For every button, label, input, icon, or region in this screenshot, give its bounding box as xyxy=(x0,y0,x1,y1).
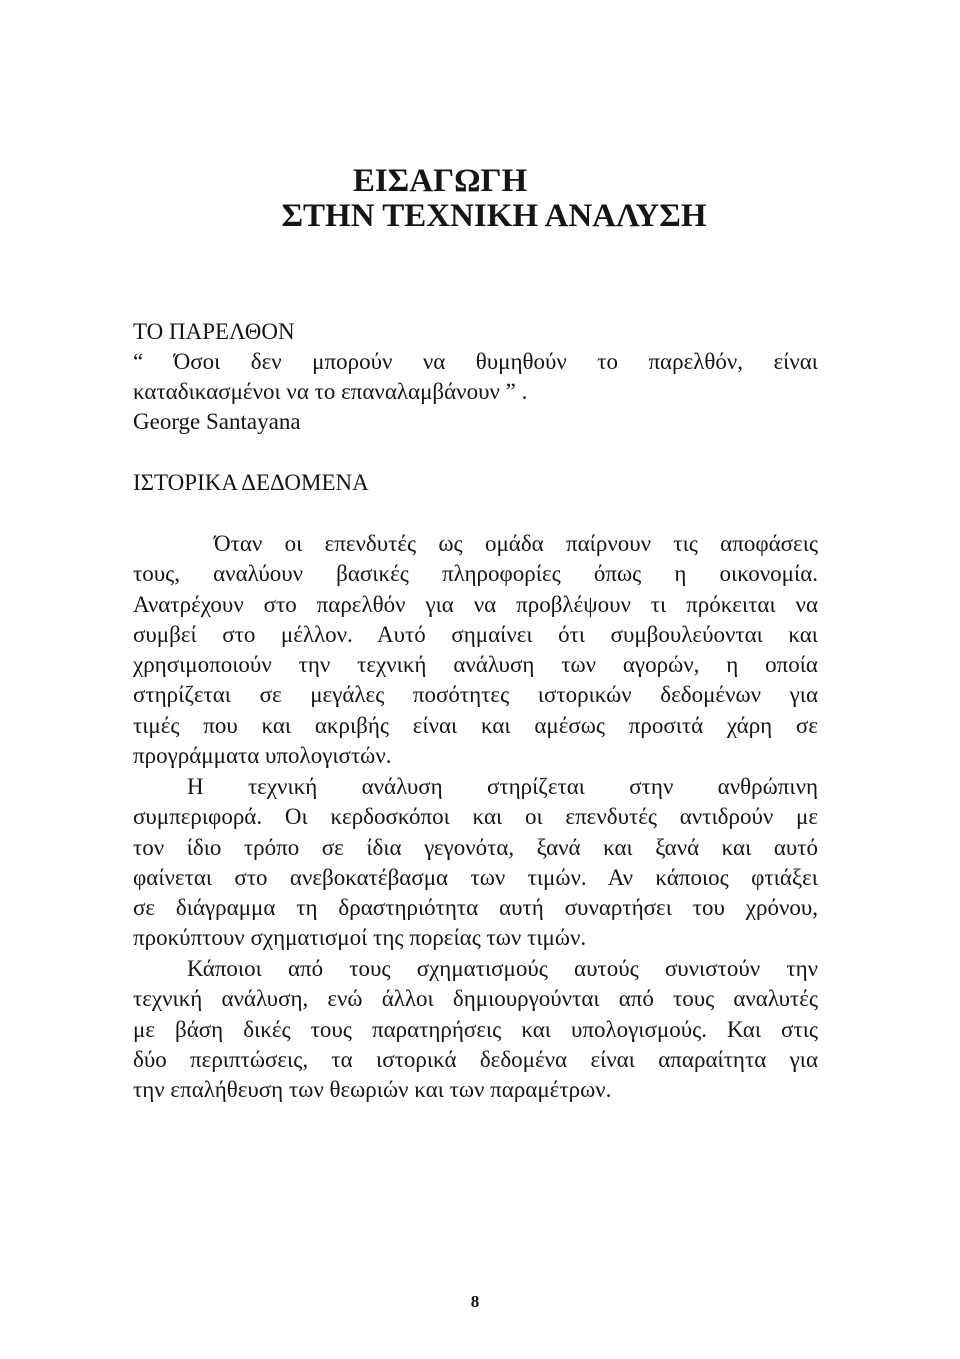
paragraph-line: συμπεριφορά. Οι κερδοσκόποι και οι επενδυτές αντιδρούν με xyxy=(133,804,818,830)
paragraph-line: προκύπτουν σχηματισμοί της πορείας των τιμών. xyxy=(133,925,587,951)
paragraph-2 xyxy=(133,772,818,954)
paragraph-line: φαίνεται στο ανεβοκατέβασμα των τιμών. Αν κάποιος φτιάξει xyxy=(133,864,818,890)
history-section-heading xyxy=(133,468,818,498)
paragraph-line: συμβεί στο μέλλον. Αυτό σημαίνει ότι συμβουλεύονται και xyxy=(133,621,818,647)
paragraph-line: σε διάγραμμα τη δραστηριότητα αυτή συναρτήσει του χρόνου, xyxy=(133,895,818,921)
paragraph-line: Η τεχνική ανάλυση στηρίζεται στην ανθρώπινη xyxy=(187,774,818,799)
page-number: 8 xyxy=(470,1292,480,1311)
paragraph-line: δύο περιπτώσεις, τα ιστορικά δεδομένα είναι απαραίτητα για xyxy=(133,1046,818,1072)
paragraph-line: Κάποιοι από τους σχηματισμούς αυτούς συνιστούν την xyxy=(187,956,818,981)
paragraph-3 xyxy=(133,954,818,1105)
paragraph-1 xyxy=(133,529,818,771)
history-heading: ΙΣΤΟΡΙΚΑ ΔΕΔΟΜΕΝΑ xyxy=(133,470,369,495)
paragraph-line: Ανατρέχουν στο παρελθόν για να προβλέψουν τι πρόκειται να xyxy=(133,591,818,617)
quote-line: καταδικασμένοι να το επαναλαμβάνουν ” . xyxy=(133,379,528,404)
quote-line: “ Όσοι δεν μπορούν να θυμηθούν το παρελθόν, είναι xyxy=(133,349,818,374)
chapter-title-line-1: ΕΙΣΑΓΩΓΗ xyxy=(352,163,528,199)
past-section xyxy=(133,317,818,437)
paragraph-line: χρησιμοποιούν την τεχνική ανάλυση των αγορών, η οποία xyxy=(133,652,818,678)
paragraph-line: τους, αναλύουν βασικές πληροφορίες όπως η οικονομία. xyxy=(133,561,818,587)
paragraph-line: με βάση δικές τους παρατηρήσεις και υπολογισμούς. Και στις xyxy=(133,1016,818,1042)
paragraph-line: τεχνική ανάλυση, ενώ άλλοι δημιουργούνται από τους αναλυτές xyxy=(133,986,818,1012)
chapter-title-line-2: ΣΤΗΝ ΤΕΧΝΙΚΗ ΑΝΑΛΥΣΗ xyxy=(281,198,707,234)
quote-author: George Santayana xyxy=(133,409,301,434)
paragraph-line: την επαλήθευση των θεωριών και των παραμέτρων. xyxy=(133,1077,612,1103)
paragraph-line: τιμές που και ακριβής είναι και αμέσως προσιτά χάρη σε xyxy=(133,712,818,738)
paragraph-line: Όταν οι επενδυτές ως ομάδα παίρνουν τις αποφάσεις xyxy=(214,531,818,556)
paragraph-line: τον ίδιο τρόπο σε ίδια γεγονότα, ξανά και ξανά και αυτό xyxy=(133,834,818,860)
past-heading: ΤΟ ΠΑΡΕΛΘΟΝ xyxy=(133,319,295,344)
paragraph-line: προγράμματα υπολογιστών. xyxy=(133,743,392,769)
paragraph-line: στηρίζεται σε μεγάλες ποσότητες ιστορικών δεδομένων για xyxy=(133,682,818,708)
